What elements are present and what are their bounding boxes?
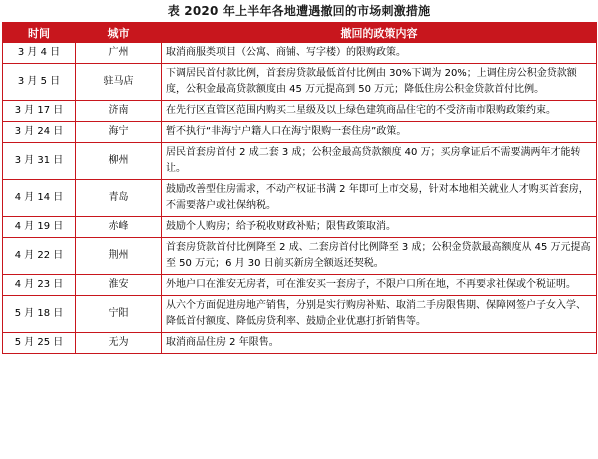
row-city: 广州 [76, 43, 162, 64]
table-row [3, 143, 597, 180]
row-policy: 首套房贷款首付比例降至 2 成、二套房首付比例降至 3 成；公积金贷款最高额度从 45 万元提高至 50 万元；6 月 30 日前买新房全额返还契税。 [162, 238, 597, 275]
row-date: 5 月 25 日 [3, 333, 76, 354]
table-title: 表 2020 年上半年各地遭遇撤回的市场刺激措施 [167, 4, 431, 18]
row-date: 3 月 24 日 [3, 122, 76, 143]
row-city: 荆州 [76, 238, 162, 275]
table-row [3, 180, 597, 217]
header-city: 城市 [76, 23, 162, 43]
row-city: 淮安 [76, 275, 162, 296]
row-city: 驻马店 [76, 64, 162, 101]
row-date: 4 月 14 日 [3, 180, 76, 217]
row-policy: 取消商品住房 2 年限售。 [162, 333, 597, 354]
row-date: 5 月 18 日 [3, 296, 76, 333]
row-policy: 居民首套房首付 2 成二套 3 成；公积金最高贷款额度 40 万；买房拿证后不需要满两年才能转让。 [162, 143, 597, 180]
row-city: 柳州 [76, 143, 162, 180]
row-date: 4 月 23 日 [3, 275, 76, 296]
table-row [3, 333, 597, 354]
row-policy: 从六个方面促进房地产销售，分别是实行购房补贴、取消二手房限售期、保障网签户子女入学、降低首付额度、降低房贷利率、鼓励企业优惠打折销售等。 [162, 296, 597, 333]
policy-table [2, 22, 597, 354]
table-row [3, 64, 597, 101]
table-row [3, 217, 597, 238]
row-policy: 鼓励改善型住房需求，不动产权证书满 2 年即可上市交易，针对本地相关就业人才购买首套房，不需要落户或社保纳税。 [162, 180, 597, 217]
table-header-row [3, 23, 597, 43]
row-policy: 取消商服类项目（公寓、商铺、写字楼）的限购政策。 [162, 43, 597, 64]
row-date: 4 月 22 日 [3, 238, 76, 275]
row-policy: 外地户口在淮安无房者，可在淮安买一套房子，不限户口所在地，不再要求社保或个税证明。 [162, 275, 597, 296]
row-city: 济南 [76, 101, 162, 122]
row-city: 赤峰 [76, 217, 162, 238]
row-city: 海宁 [76, 122, 162, 143]
table-row [3, 238, 597, 275]
row-policy: 在先行区直管区范围内购买二星级及以上绿色建筑商品住宅的不受济南市限购政策约束。 [162, 101, 597, 122]
row-city: 无为 [76, 333, 162, 354]
row-city: 青岛 [76, 180, 162, 217]
table-body [3, 43, 597, 354]
row-date: 3 月 5 日 [3, 64, 76, 101]
row-date: 3 月 4 日 [3, 43, 76, 64]
row-policy: 下调居民首付款比例，首套房贷款最低首付比例由 30%下调为 20%；上调住房公积金贷款额度，公积金最高贷款额度由 45 万元提高到 50 万元；降低住房公积金贷款首付比例。 [162, 64, 597, 101]
table-row [3, 101, 597, 122]
row-policy: 暂不执行“非海宁户籍人口在海宁限购一套住房”政策。 [162, 122, 597, 143]
header-date: 时间 [3, 23, 76, 43]
row-policy: 鼓励个人购房；给予税收财政补贴；限售政策取消。 [162, 217, 597, 238]
row-date: 3 月 31 日 [3, 143, 76, 180]
table-row [3, 275, 597, 296]
table-row [3, 122, 597, 143]
row-city: 宁阳 [76, 296, 162, 333]
table-row [3, 296, 597, 333]
header-policy: 撤回的政策内容 [162, 23, 597, 43]
row-date: 3 月 17 日 [3, 101, 76, 122]
table-row [3, 43, 597, 64]
row-date: 4 月 19 日 [3, 217, 76, 238]
